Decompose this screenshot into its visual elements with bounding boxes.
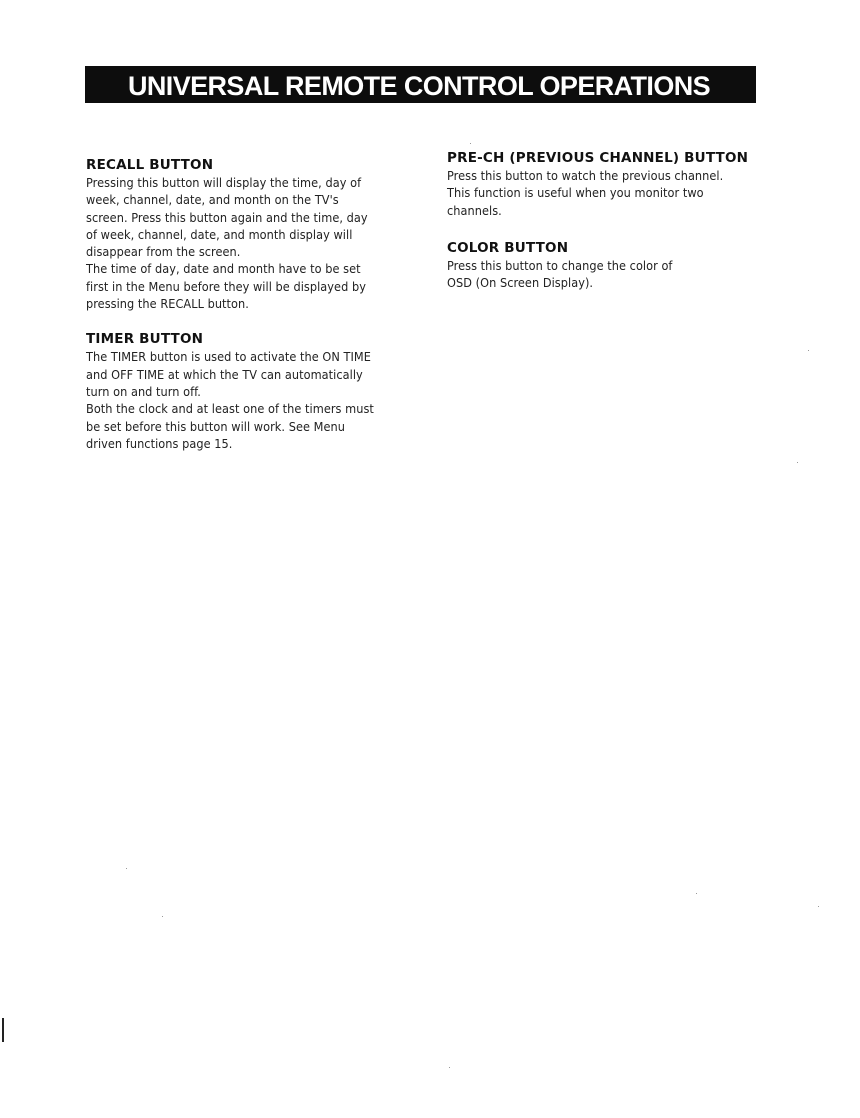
color-text-line: Press this button to change the color of <box>447 257 673 273</box>
recall-text-line: disappear from the screen. <box>86 244 241 260</box>
scan-speck <box>696 893 697 894</box>
pre-ch-text-line: This function is useful when you monitor two <box>447 185 704 201</box>
scan-speck <box>126 868 127 869</box>
timer-button-section <box>86 331 406 452</box>
color-text-line: OSD (On Screen Display). <box>447 275 594 291</box>
scan-speck <box>162 916 163 917</box>
timer-text-line: be set before this button will work. See Menu <box>86 418 345 434</box>
page-title: UNIVERSAL REMOTE CONTROL OPERATIONS <box>128 71 711 101</box>
recall-text-line: Pressing this button will display the time, day of <box>86 175 362 190</box>
color-button-heading: COLOR BUTTON <box>447 239 569 256</box>
right-column <box>447 150 767 291</box>
scan-margin-mark <box>2 1018 4 1042</box>
recall-text-line: first in the Menu before they will be displayed by <box>86 278 366 294</box>
pre-ch-text-line: Press this button to watch the previous channel. <box>447 168 724 183</box>
timer-text-line: turn on and turn off. <box>86 383 201 399</box>
scan-speck <box>797 462 798 463</box>
scan-speck <box>449 1067 450 1068</box>
recall-button-section <box>86 157 406 312</box>
recall-text-line: pressing the RECALL button. <box>86 296 249 312</box>
pre-ch-button-heading: PRE-CH (PREVIOUS CHANNEL) BUTTON <box>447 150 749 166</box>
timer-text-line: The TIMER button is used to activate the ON TIME <box>86 349 371 365</box>
timer-text-line: Both the clock and at least one of the timers must <box>86 401 374 417</box>
recall-text-line: week, channel, date, and month on the TV's <box>86 192 339 208</box>
timer-text-line: and OFF TIME at which the TV can automatically <box>86 366 363 382</box>
pre-ch-text-line: channels. <box>447 202 502 218</box>
recall-text-line: screen. Press this button again and the time, day <box>86 209 368 225</box>
recall-text-line: of week, channel, date, and month display will <box>86 226 353 242</box>
left-column <box>86 157 406 452</box>
timer-text-line: driven functions page 15. <box>86 435 233 451</box>
recall-text-line: The time of day, date and month have to be set <box>86 261 361 277</box>
recall-button-heading: RECALL BUTTON <box>86 157 214 173</box>
timer-button-heading: TIMER BUTTON <box>86 331 204 348</box>
scan-speck <box>818 906 819 907</box>
title-banner <box>85 66 756 103</box>
scan-speck <box>808 350 809 351</box>
pre-ch-button-section <box>447 150 767 219</box>
color-button-section <box>447 240 767 292</box>
scan-speck <box>470 143 471 144</box>
